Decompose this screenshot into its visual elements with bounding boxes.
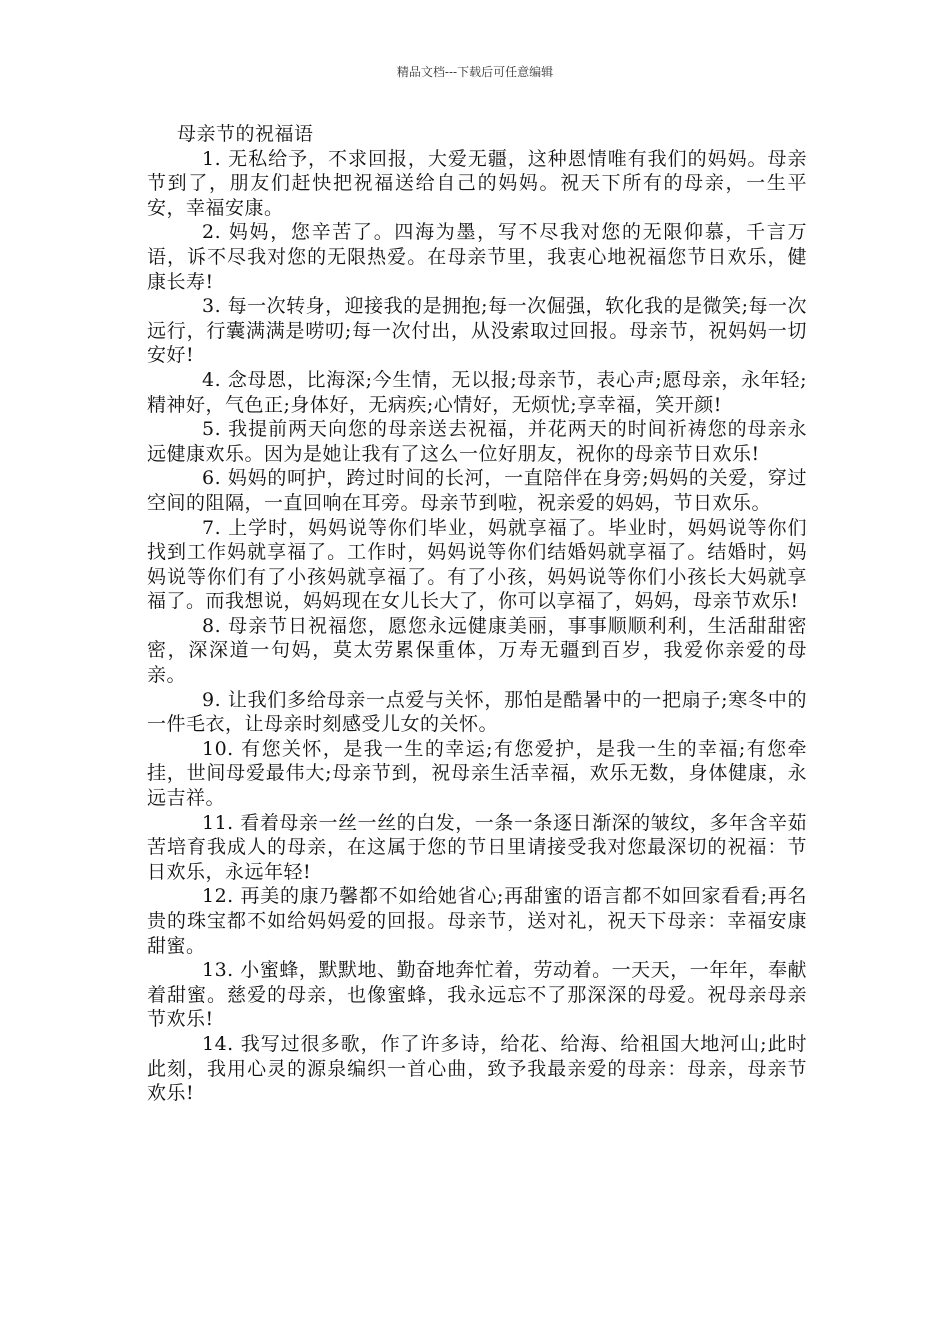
document-title: 母亲节的祝福语 xyxy=(177,123,314,145)
blessing-paragraph: 5. 我提前两天向您的母亲送去祝福，并花两天的时间祈祷您的母亲永远健康欢乐。因为是她让我有了这么一位好朋友，祝你的母亲节日欢乐! xyxy=(147,418,807,465)
blessing-paragraph: 1. 无私给予，不求回报，大爱无疆，这种恩情唯有我们的妈妈。母亲节到了，朋友们赶快把祝福送给自己的妈妈。祝天下所有的母亲，一生平安，幸福安康。 xyxy=(147,147,807,219)
blessing-paragraph: 14. 我写过很多歌，作了许多诗，给花、给海、给祖国大地河山;此时此刻，我用心灵的源泉编织一首心曲，致予我最亲爱的母亲：母亲，母亲节欢乐! xyxy=(147,1032,807,1105)
blessing-paragraph: 6. 妈妈的呵护，跨过时间的长河，一直陪伴在身旁;妈妈的关爱，穿过空间的阻隔，一直回响在耳旁。母亲节到啦，祝亲爱的妈妈，节日欢乐。 xyxy=(147,467,807,514)
blessing-paragraph: 7. 上学时，妈妈说等你们毕业，妈就享福了。毕业时，妈妈说等你们找到工作妈就享福了。工作时，妈妈说等你们结婚妈就享福了。结婚时，妈妈说等你们有了小孩妈就享福了。有了小孩，妈妈说等你们小孩长大妈就享福了。而我想说，妈妈现在女儿长大了，你可以享福了，妈妈，母亲节欢乐! xyxy=(147,516,807,613)
blessing-paragraph: 4. 念母恩，比海深;今生情，无以报;母亲节，表心声;愿母亲，永年轻;精神好，气色正;身体好，无病疾;心情好，无烦忧;享幸福，笑开颜! xyxy=(147,368,807,416)
blessing-paragraph: 11. 看着母亲一丝一丝的白发，一条一条逐日渐深的皱纹，多年含辛茹苦培育我成人的母亲，在这属于您的节日里请接受我对您最深切的祝福：节日欢乐，永远年轻! xyxy=(147,811,807,883)
blessing-paragraph: 12. 再美的康乃馨都不如给她省心;再甜蜜的语言都不如回家看看;再名贵的珠宝都不如给妈妈爱的回报。母亲节，送对礼，祝天下母亲：幸福安康甜蜜。 xyxy=(147,885,807,957)
blessing-paragraph: 2. 妈妈，您辛苦了。四海为墨，写不尽我对您的无限仰慕，千言万语，诉不尽我对您的无限热爱。在母亲节里，我衷心地祝福您节日欢乐，健康长寿! xyxy=(147,221,807,293)
blessing-paragraph: 10. 有您关怀，是我一生的幸运;有您爱护，是我一生的幸福;有您牵挂，世间母爱最伟大;母亲节到，祝母亲生活幸福，欢乐无数，身体健康，永远吉祥。 xyxy=(147,737,807,810)
blessing-paragraph: 9. 让我们多给母亲一点爱与关怀，那怕是酷暑中的一把扇子;寒冬中的一件毛衣，让母亲时刻感受儿女的关怀。 xyxy=(147,688,807,736)
document-body xyxy=(147,122,807,1106)
blessing-paragraph: 3. 每一次转身，迎接我的是拥抱;每一次倔强，软化我的是微笑;每一次远行，行囊满满是唠叨;每一次付出，从没索取过回报。母亲节，祝妈妈一切安好! xyxy=(147,295,807,367)
blessing-paragraph: 13. 小蜜蜂，默默地、勤奋地奔忙着，劳动着。一天天，一年年，奉献着甜蜜。慈爱的母亲，也像蜜蜂，我永远忘不了那深深的母爱。祝母亲母亲节欢乐! xyxy=(147,959,807,1031)
blessing-paragraph: 8. 母亲节日祝福您，愿您永远健康美丽，事事顺顺利利，生活甜甜密密，深深道一句妈，莫太劳累保重体，万寿无疆到百岁，我爱你亲爱的母亲。 xyxy=(147,614,807,687)
page-header: 精品文档---下载后可任意编辑 xyxy=(396,65,554,79)
